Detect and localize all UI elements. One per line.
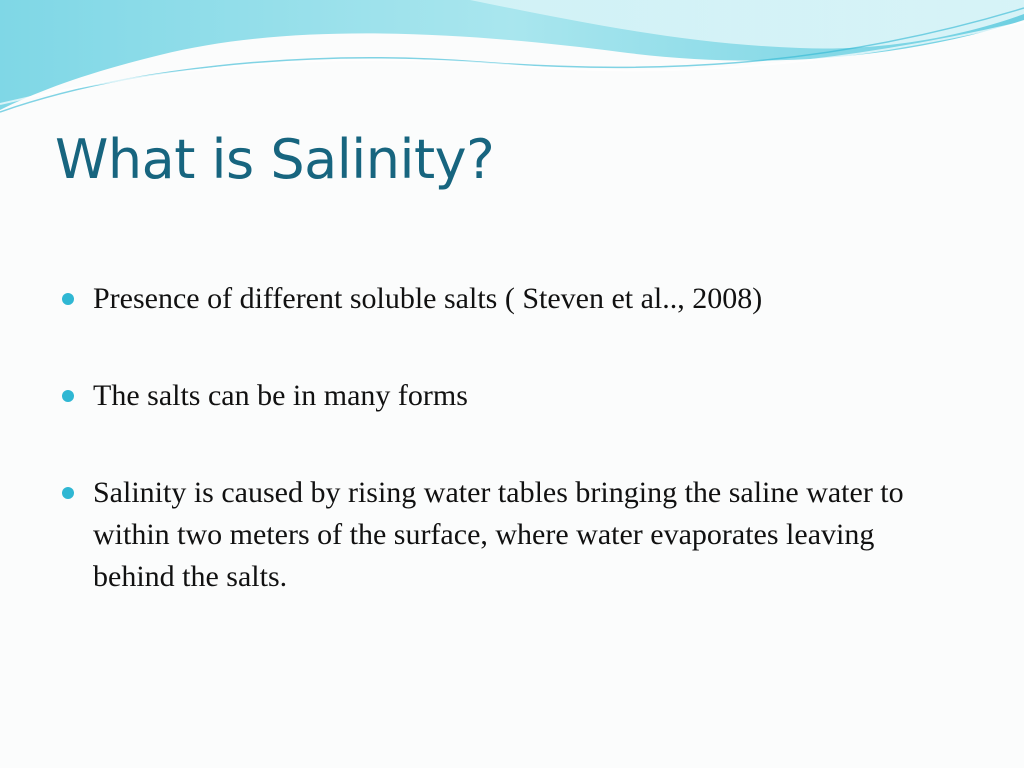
bullet-dot-icon xyxy=(62,293,74,305)
bullet-item xyxy=(62,278,922,320)
bullet-list xyxy=(62,278,922,598)
bullet-item xyxy=(62,375,922,417)
bullet-item xyxy=(62,472,922,598)
bullet-text: Salinity is caused by rising water tables bringing the saline water to within two meters of the surface, where water evaporates leaving behind the salts. xyxy=(93,476,904,593)
slide-title: What is Salinity? xyxy=(55,128,495,191)
bullet-dot-icon xyxy=(62,390,74,402)
wave-header-decoration xyxy=(0,0,1024,120)
bullet-dot-icon xyxy=(62,487,74,499)
bullet-text: The salts can be in many forms xyxy=(93,379,468,412)
bullet-text: Presence of different soluble salts ( Steven et al.., 2008) xyxy=(93,282,763,315)
